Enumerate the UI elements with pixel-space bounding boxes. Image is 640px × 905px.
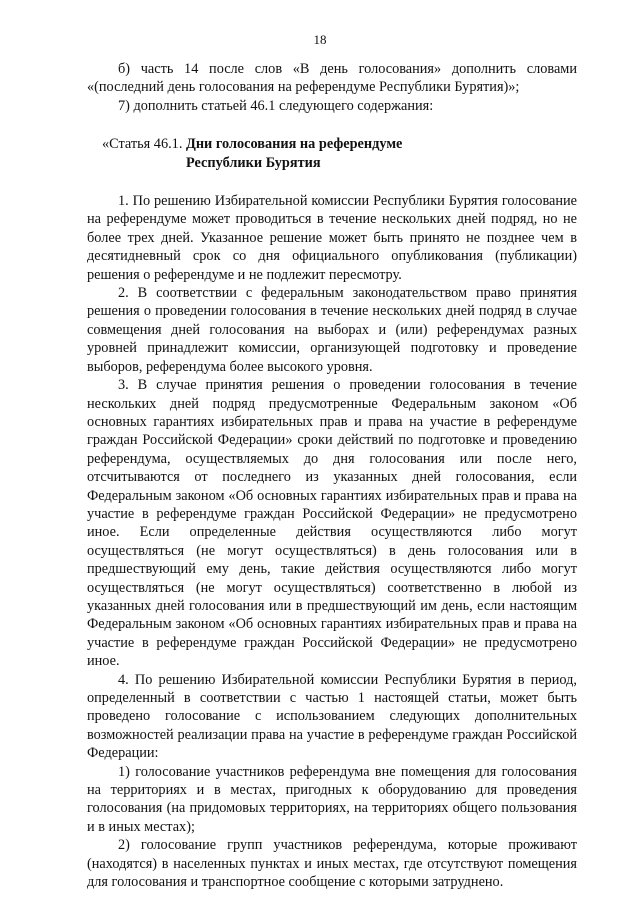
paragraph-4-item-2: 2) голосование групп участников референдума, которые проживают (находятся) в населенных пунктах и иных местах, где отсутствуют помещения для голосования и транспортное сообщение с которыми затруднено. [87,837,577,891]
article-title [87,135,577,172]
amendment-line-7: 7) дополнить статьей 46.1 следующего содержания: [118,97,434,114]
paragraph-3: 3. В случае принятия решения о проведении голосования в течение нескольких дней подряд предусмотренные Федеральным законом «Об основных гарантиях избирательных прав и права на участие в референдуме граждан Российской Федерации» сроки действий по подготовке и проведению референдума, осуществляемых до дня голосования или после него, отсчитываются от последнего из указанных дней голосования, если Федеральным законом «Об основных гарантиях избирательных прав и права на участие в референдуме граждан Российской Федерации» не предусмотрено иное. Если определенные действия осуществляются либо могут осуществляться (не могут осуществляться) в день голосования или в предшествующий ему день, такие действия осуществляются либо могут осуществляться (не могут осуществляться) соответственно в любой из указанных дней голосования или в предшествующий им день, если настоящим Федеральным законом «Об основных гарантиях избирательных прав и права на участие в референдуме граждан Российской Федерации» не предусмотрено иное. [87,377,577,670]
amendment-line-b: б) часть 14 после слов «В день голосования» дополнить словами «(последний день голосования на референдуме Республики Бурятия)»; [87,61,577,96]
document-body [87,60,577,891]
paragraph-4-item-1: 1) голосование участников референдума вне помещения для голосования на территориях и в местах, пригодных к оборудованию для проведения голосования (на придомовых территориях, на территориях общего пользования и в иных местах); [87,763,577,835]
paragraph-1: 1. По решению Избирательной комиссии Республики Бурятия голосование на референдуме может проводиться в течение нескольких дней подряд, но не более трех дней. Указанное решение может быть принято не позднее чем в десятидневный срок со дня официального опубликования (публикации) решения о референдуме и не подлежит пересмотру. [87,193,577,283]
page-number: 18 [313,32,327,47]
paragraph-4: 4. По решению Избирательной комиссии Республики Бурятия в период, определенный в соответствии с частью 1 настоящей статьи, может быть проведено голосование с использованием следующих дополнительных возможностей реализации права на участие в референдуме граждан Российской Федерации: [87,671,577,762]
article-heading: Дни голосования на референдуме Республики Бурятия [185,136,403,171]
paragraph-2: 2. В соответствии с федеральным законодательством право принятия решения о проведении голосования в течение нескольких дней подряд в случае совмещения дней голосования на выборах и (или) референдумах разных уровней принадлежит комиссии, организующей подготовку и проведение выборов, референдума более высокого уровня. [87,285,577,375]
article-number: «Статья 46.1. [102,136,183,153]
